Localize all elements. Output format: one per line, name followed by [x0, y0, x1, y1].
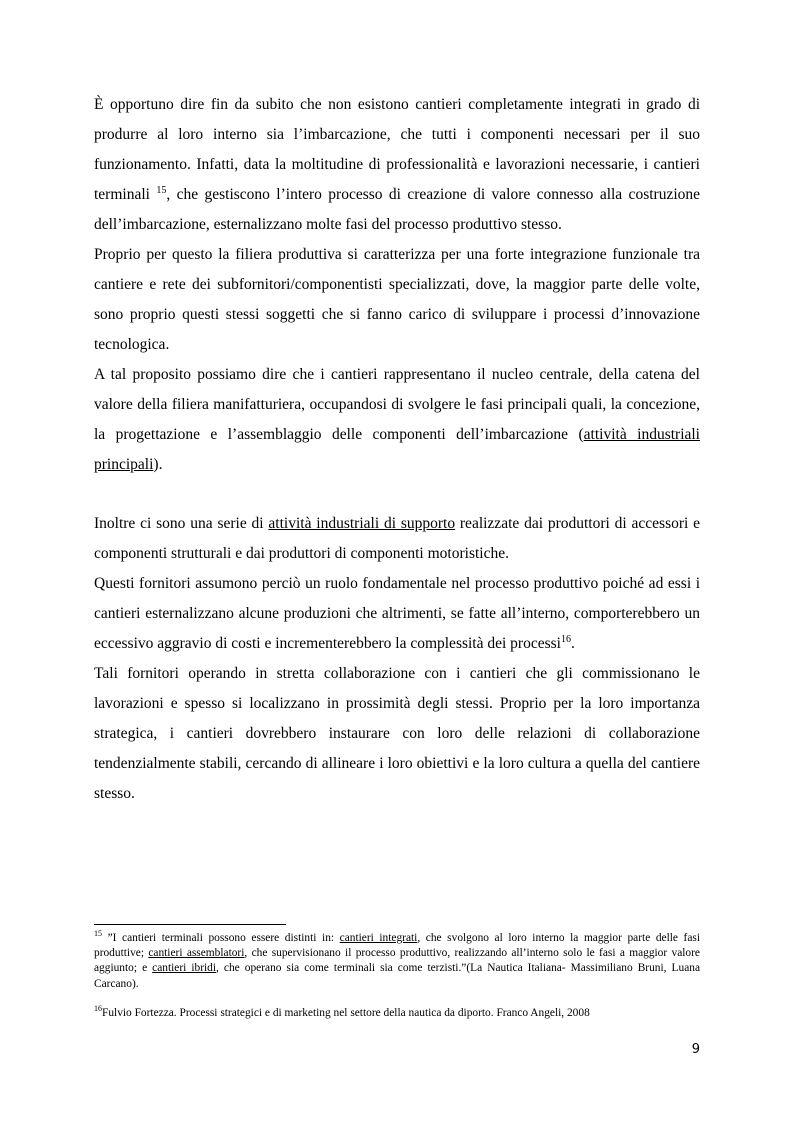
footnote-15	[94, 931, 700, 992]
footnote-16-text: Fulvio Fortezza. Processi strategici e di marketing nel settore della nautica da diporto. Franco Angeli, 2008	[102, 1006, 590, 1019]
paragraph-5	[94, 569, 700, 659]
paragraph-1-text-continued: , che gestiscono l’intero processo di creazione di valore connesso alla costruzione dell’imbarcazione, esternalizzano molte fasi del processo produttivo stesso.	[94, 186, 701, 233]
paragraph-5-text: Questi fornitori assumono perciò un ruolo fondamentale nel processo produttivo poiché ad essi i cantieri esternalizzano alcune produzioni che altrimenti, se fatte all’interno, comporterebbero un eccessivo aggravio di costi e incrementerebbero la complessità dei processi	[94, 575, 700, 652]
footnote-15-text: ”I cantieri terminali possono essere distinti in:	[102, 932, 340, 944]
footnote-16	[94, 1006, 700, 1021]
page-number: 9	[691, 1042, 700, 1057]
paragraph-3	[94, 360, 700, 480]
paragraph-4-text: Inoltre ci sono una serie di	[94, 515, 269, 532]
footnote-15-text-2: , che svolgono al loro interno la maggior parte delle fasi produttive;	[94, 932, 701, 960]
footnote-16-number: 16	[94, 1004, 102, 1014]
footnote-term-integrati: cantieri integrati	[339, 932, 418, 944]
footnote-ref-16[interactable]: 16	[560, 633, 571, 645]
footnote-15-text-4: , che operano sia come terminali sia come terzisti.”(La Nautica Italiana- Massimiliano Bruni, Luana Carcano).	[94, 962, 701, 990]
footnote-term-ibridi: cantieri ibridi	[152, 962, 217, 975]
footnote-separator	[94, 924, 286, 925]
paragraph-4-text-continued: realizzate dai produttori di accessori e componenti strutturali e dai produttori di componenti motoristiche.	[94, 515, 701, 562]
paragraph-4	[94, 509, 700, 569]
paragraph-1-text: È opportuno dire fin da subito che non esistono cantieri completamente integrati in grado di produrre al loro interno sia l’imbarcazione, che tutti i componenti necessari per il suo funzionamento. Infatti, data la moltitudine di professionalità e lavorazioni necessarie, i cantieri terminali	[94, 96, 700, 203]
paragraph-2: Proprio per questo la filiera produttiva si caratterizza per una forte integrazione funzionale tra cantiere e rete dei subfornitori/componentisti specializzati, dove, la maggior parte delle volte, sono proprio questi stessi soggetti che si fanno carico di sviluppare i processi d’innovazione tecnologica.	[94, 246, 700, 353]
paragraph-3-closing: ).	[153, 456, 163, 473]
footnote-ref-15[interactable]: 15	[156, 184, 167, 196]
paragraph-3-text: A tal proposito possiamo dire che i cantieri rappresentano il nucleo centrale, della catena del valore della filiera manifatturiera, occupandosi di svolgere le fasi principali quali, la concezione, la progettazione e l’assemblaggio delle componenti dell’imbarcazione (	[94, 366, 700, 443]
paragraph-spacer	[94, 480, 700, 509]
paragraph-1	[94, 90, 700, 240]
footnote-15-number: 15	[94, 929, 102, 939]
paragraph-5-closing: .	[570, 635, 575, 652]
underlined-term-supporto: attività industriali di supporto	[268, 515, 456, 532]
document-page	[94, 90, 700, 809]
footnotes-section	[94, 931, 700, 1021]
underlined-term-principali: attività industriali principali	[94, 426, 700, 473]
paragraph-6: Tali fornitori operando in stretta collaborazione con i cantieri che gli commissionano le lavorazioni e spesso si localizzano in prossimità degli stessi. Proprio per la loro importanza strategica, i cantieri dovrebbero instaurare con loro delle relazioni di collaborazione tendenzialmente stabili, cercando di allineare i loro obiettivi e la loro cultura a quella del cantiere stesso.	[94, 665, 700, 802]
footnote-term-assemblatori: cantieri assemblatori	[148, 947, 245, 960]
footnote-15-text-3: , che supervisionano il processo produttivo, realizzando all’interno solo le fasi a maggior valore aggiunto; e	[94, 947, 700, 975]
